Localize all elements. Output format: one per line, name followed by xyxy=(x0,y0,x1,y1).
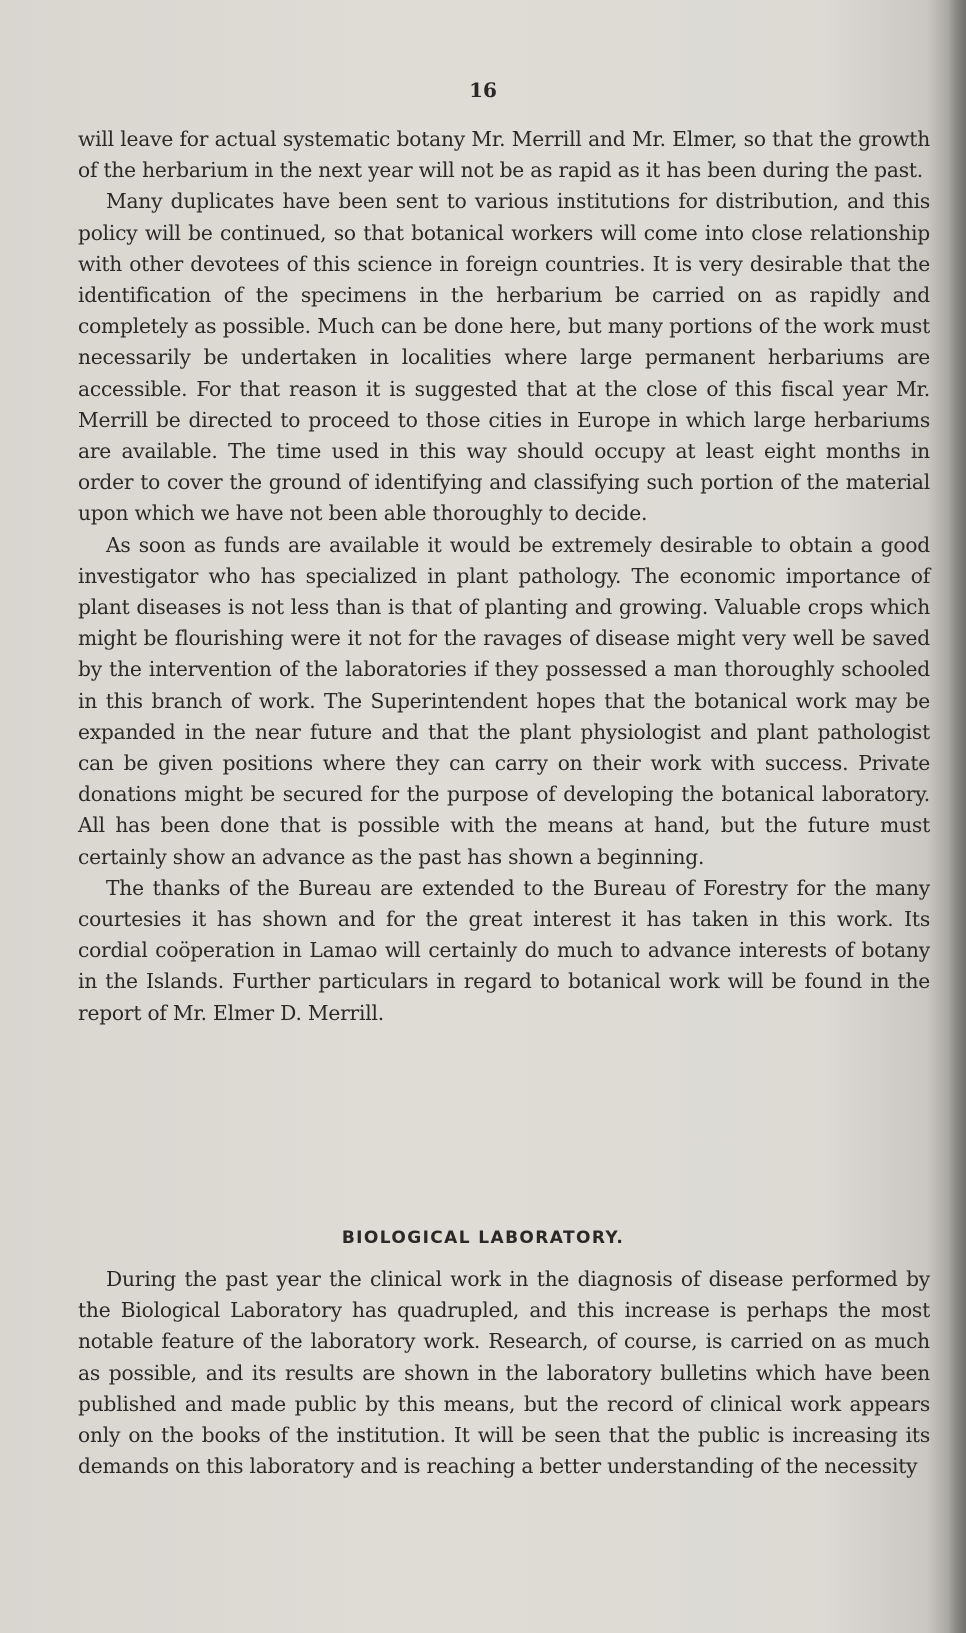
body-text-bottom xyxy=(78,1264,930,1482)
paragraph: The thanks of the Bureau are extended to the Bureau of Forestry for the many courtesies it has shown and for the great interest it has taken in this work. Its cordial coöperation in Lamao will certainly do much to advance interests of botany in the Islands. Further particulars in regard to botanical work will be found in the report of Mr. Elmer D. Merrill. xyxy=(78,875,930,1025)
page-edge-shadow xyxy=(948,0,966,1633)
paragraph: During the past year the clinical work in the diagnosis of disease performed by the Biological Laboratory has quadrupled, and this increase is perhaps the most notable feature of the laboratory work. Research, of course, is carried on as much as possible, and its results are shown in the laboratory bulletins which have been published and made public by this means, but the record of clinical work appears only on the books of the institution. It will be seen that the public is increasing its demands on this laboratory and is reaching a better understanding of the necessity xyxy=(78,1267,930,1479)
body-text-top xyxy=(78,124,930,1029)
paragraph: will leave for actual systematic botany Mr. Merrill and Mr. Elmer, so that the growth of the herbarium in the next year will not be as rapid as it has been during the past. xyxy=(78,127,930,183)
paragraph: Many duplicates have been sent to various institutions for distribution, and this policy will be continued, so that botanical workers will come into close relationship with other devotees of this science in foreign countries. It is very desirable that the identification of the specimens in the herbarium be carried on as rapidly and completely as possible. Much can be done here, but many portions of the work must necessarily be undertaken in localities where large permanent herbariums are accessible. For that reason it is suggested that at the close of this fiscal year Mr. Merrill be directed to proceed to those cities in Europe in which large herbariums are available. The time used in this way should occupy at least eight months in order to cover the ground of identifying and classifying such portion of the material upon which we have not been able thoroughly to decide. xyxy=(78,189,930,526)
paragraph: As soon as funds are available it would be extremely desirable to obtain a good investigator who has specialized in plant pathology. The economic importance of plant diseases is not less than is that of planting and growing. Valuable crops which might be flourishing were it not for the ravages of disease might very well be saved by the intervention of the laboratories if they possessed a man thoroughly schooled in this branch of work. The Superintendent hopes that the botanical work may be expanded in the near future and that the plant physiologist and plant pathologist can be given positions where they can carry on their work with success. Private donations might be secured for the purpose of developing the botanical laboratory. All has been done that is possible with the means at hand, but the future must certainly show an advance as the past has shown a beginning. xyxy=(78,532,930,869)
section-heading: BIOLOGICAL LABORATORY. xyxy=(341,1228,625,1248)
page-number: 16 xyxy=(469,78,497,102)
